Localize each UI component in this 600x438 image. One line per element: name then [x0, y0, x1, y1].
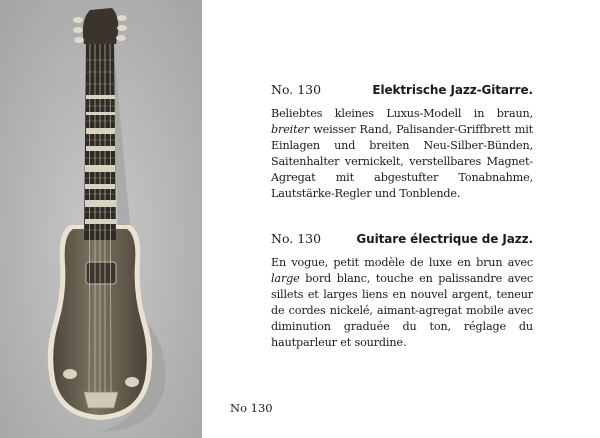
entry-title: Elektrische Jazz-Gitarre.: [372, 83, 533, 97]
description-emphasis: breiter: [271, 123, 310, 136]
tone-knob: [125, 377, 139, 387]
volume-knob: [63, 369, 77, 379]
entry-header: [271, 231, 533, 246]
description-text: Beliebtes kleines Luxus-Modell in braun,: [271, 107, 533, 120]
guitar-illustration: [0, 0, 202, 438]
photo-caption: No 130: [230, 401, 273, 415]
description-text: bord blanc, touche en palissandre avec sillets et larges liens en nouvel argent, teneur de cordes nickelé, aimant-agregat mobile avec diminution graduée du ton, réglage du hautparleur et sourdine.: [271, 272, 533, 349]
entry-header: [271, 82, 533, 97]
entry-german: [271, 82, 533, 202]
entry-description: [271, 255, 533, 351]
pickup: [86, 262, 116, 284]
tailpiece: [84, 392, 118, 408]
description-text: weisser Rand, Palisander-Griffbrett mit Einlagen und breiten Neu-Silber-Bünden, Saitenhalter vernickelt, verstellbares Magnet-Agregat mit abgestufter Tonabnahme, Lautstärke-Regler und Tonblende.: [271, 123, 533, 200]
guitar-photo: [0, 0, 202, 438]
entry-title: Guitare électrique de Jazz.: [356, 232, 533, 246]
model-number: No. 130: [271, 231, 322, 246]
entry-description: [271, 106, 533, 202]
model-number: No. 130: [271, 82, 322, 97]
description-text: En vogue, petit modèle de luxe en brun avec: [271, 256, 533, 269]
description-emphasis: large: [271, 272, 300, 285]
entry-french: [271, 231, 533, 351]
headstock: [83, 8, 118, 44]
